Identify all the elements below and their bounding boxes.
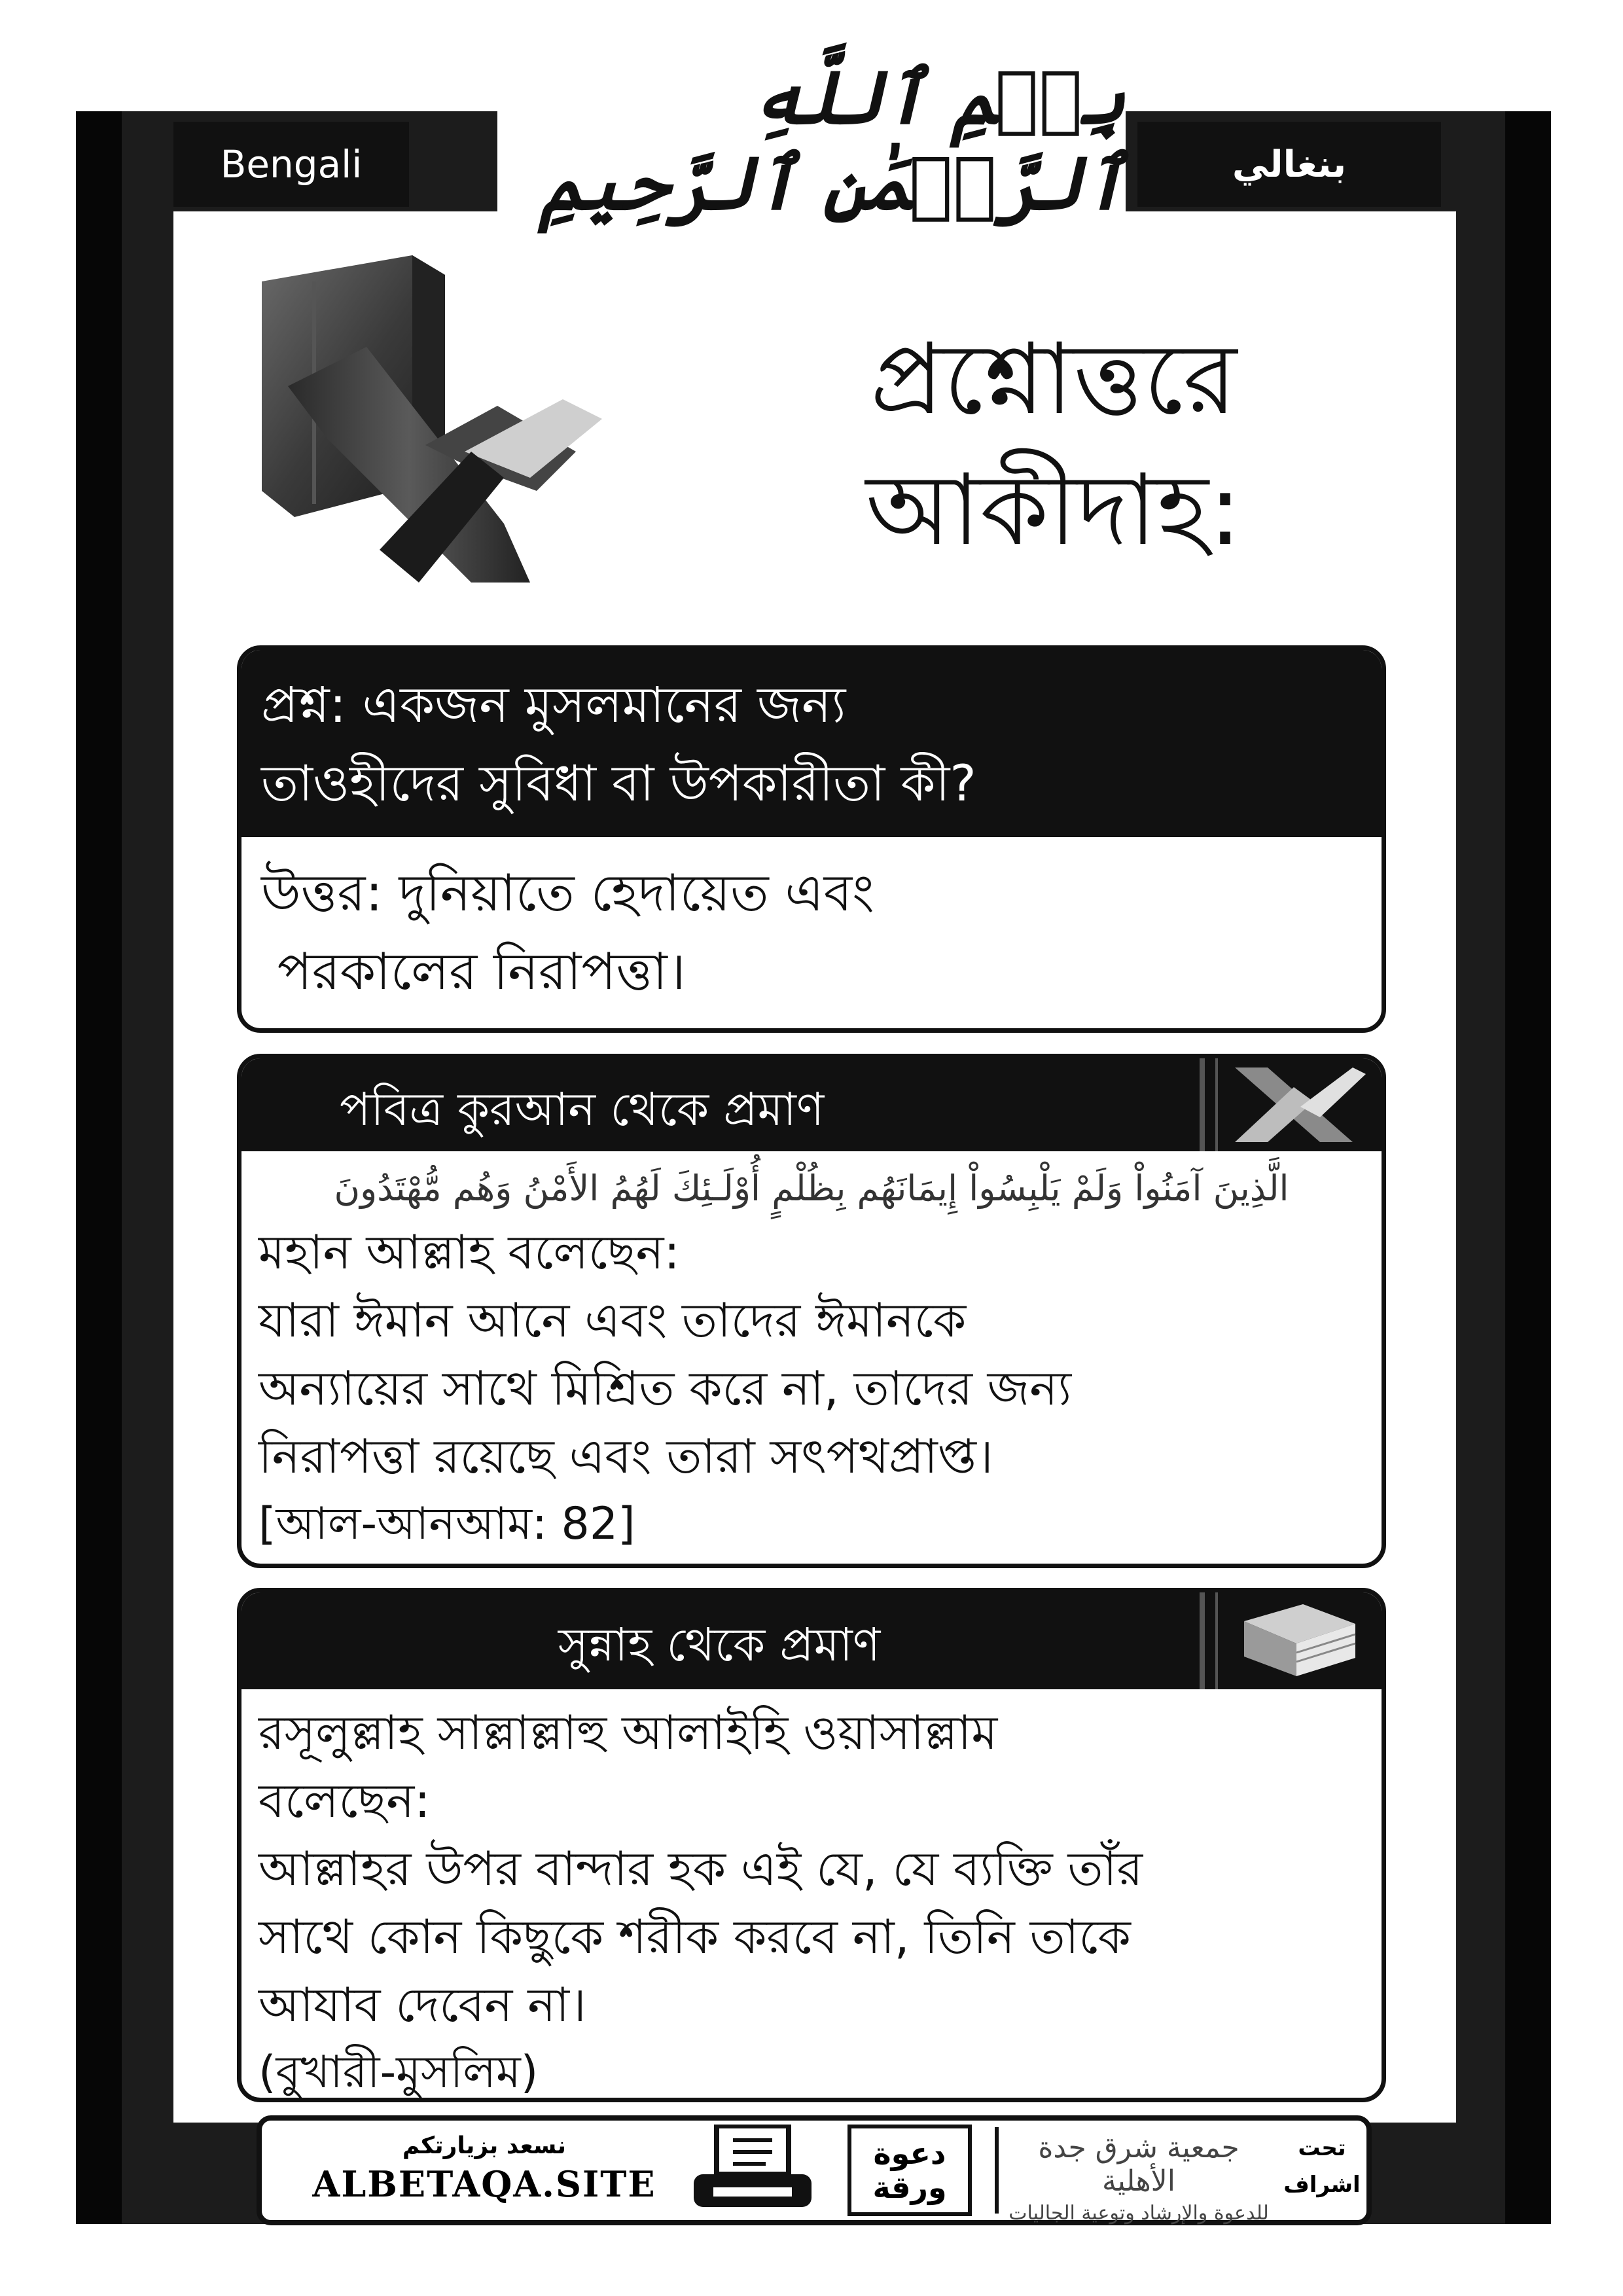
frame-stripe-left: [76, 111, 122, 2224]
question-box: [241, 650, 1382, 837]
organization-logo: [1008, 2121, 1270, 2225]
quran-intro: মহান আল্লাহ বলেছেন:: [259, 1225, 680, 1280]
question-line-2: তাওহীদের সুবিধা বা উপকারীতা কী?: [261, 754, 976, 812]
header-divider: [1215, 1058, 1218, 1151]
bismillah-calligraphy: [497, 55, 1126, 226]
quran-verse-arabic: الَّذِينَ آمَنُواْ وَلَمْ يَلْبِسُواْ إِيمَانَهُم بِظُلْمٍ أُوْلَـئِكَ لَهُمُ الأَمْنُ وَهُم مُّهْتَدُونَ: [334, 1168, 1289, 1209]
visit-text: نسعد بزيارتكم: [402, 2132, 567, 2159]
hadith-line: আযাব দেবেন না।: [259, 1977, 586, 2032]
language-label-english: [173, 122, 409, 207]
poster-title-line-2: আকীদাহ:: [865, 454, 1242, 567]
dawa-paper-logo-text: دعوة ورقة: [872, 2136, 947, 2205]
hadith-line: রসূলুল্লাহ সাল্লাল্লাহু আলাইহি ওয়াসাল্লাম: [259, 1705, 998, 1760]
quran-stand-icon: [1222, 1061, 1372, 1149]
quran-evidence-card: [237, 1054, 1386, 1568]
answer-line-1: উত্তর: দুনিয়াতে হেদায়েত এবং: [261, 864, 874, 923]
dawa-paper-logo: [838, 2121, 982, 2220]
website-block[interactable]: [301, 2121, 668, 2220]
hadith-line: বলেছেন:: [259, 1773, 431, 1828]
sunnah-evidence-card: [237, 1588, 1386, 2102]
hadith-line: সাথে কোন কিছুকে শরীক করবে না, তিনি তাকে: [259, 1909, 1131, 1964]
quran-evidence-body: [241, 1151, 1382, 1558]
language-label-arabic: [1137, 122, 1441, 207]
website-link[interactable]: ALBETAQA.SITE: [312, 2163, 656, 2205]
header-divider: [1200, 1058, 1205, 1151]
sunnah-evidence-heading: সুন্নাহ থেকে প্রমাণ: [558, 1618, 881, 1672]
poster-title-line-1: প্রশ্নোত্তরে: [870, 323, 1238, 437]
supervision-line-2: اشراف: [1283, 2172, 1361, 2198]
quran-translation-line: নিরাপত্তা রয়েছে এবং তারা সৎপথপ্রাপ্ত।: [259, 1429, 993, 1484]
frame-stripe-right: [1505, 111, 1551, 2224]
closed-book-icon: [1224, 1598, 1368, 1684]
hadith-reference: (বুখারী-মুসলিম): [259, 2047, 539, 2098]
quran-reference: [আল-আনআম: 82]: [259, 1498, 635, 1550]
dawa-paper-logo-frame: [847, 2125, 972, 2216]
language-label-text: Bengali: [220, 142, 363, 187]
supervision-label: [1283, 2121, 1361, 2220]
printer-icon: [687, 2125, 818, 2216]
organization-subtitle: للدعوة والإرشاد وتوعية الجاليات: [1008, 2202, 1269, 2225]
footer-bar: [257, 2115, 1372, 2225]
quran-translation-line: অন্যায়ের সাথে মিশ্রিত করে না, তাদের জন্য: [259, 1361, 1072, 1416]
question-answer-card: [237, 645, 1386, 1033]
hadith-line: আল্লাহর উপর বান্দার হক এই যে, যে ব্যক্তি তাঁর: [259, 1841, 1143, 1896]
organization-name: جمعية شرق جدة الأهلية: [1038, 2131, 1240, 2198]
sunnah-evidence-body: [241, 1689, 1382, 2102]
quran-evidence-heading: পবিত্র কুরআন থেকে প্রমাণ: [340, 1083, 825, 1136]
sunnah-evidence-header: [241, 1592, 1382, 1689]
poster-title: [759, 314, 1348, 576]
header-divider: [1215, 1592, 1218, 1689]
bismillah-text: بِسۡمِ ٱللَّهِ ٱلرَّحۡمَٰنِ ٱلرَّحِيمِ: [539, 55, 1126, 226]
quran-translation-line: যারা ঈমান আনে এবং তাদের ঈমানকে: [259, 1293, 967, 1348]
supervision-line-1: تحت: [1298, 2135, 1346, 2161]
header-divider: [1200, 1592, 1205, 1689]
answer-box: [241, 837, 1382, 1011]
answer-line-2: পরকালের নিরাপত্তা।: [261, 942, 686, 1001]
quran-on-stand-icon: [249, 242, 615, 609]
footer-divider: [995, 2127, 999, 2214]
quran-evidence-header: [241, 1058, 1382, 1151]
question-line-1: প্রশ্ন: একজন মুসলমানের জন্য: [261, 675, 846, 734]
language-label-arabic-text: بنغالي: [1232, 143, 1347, 186]
